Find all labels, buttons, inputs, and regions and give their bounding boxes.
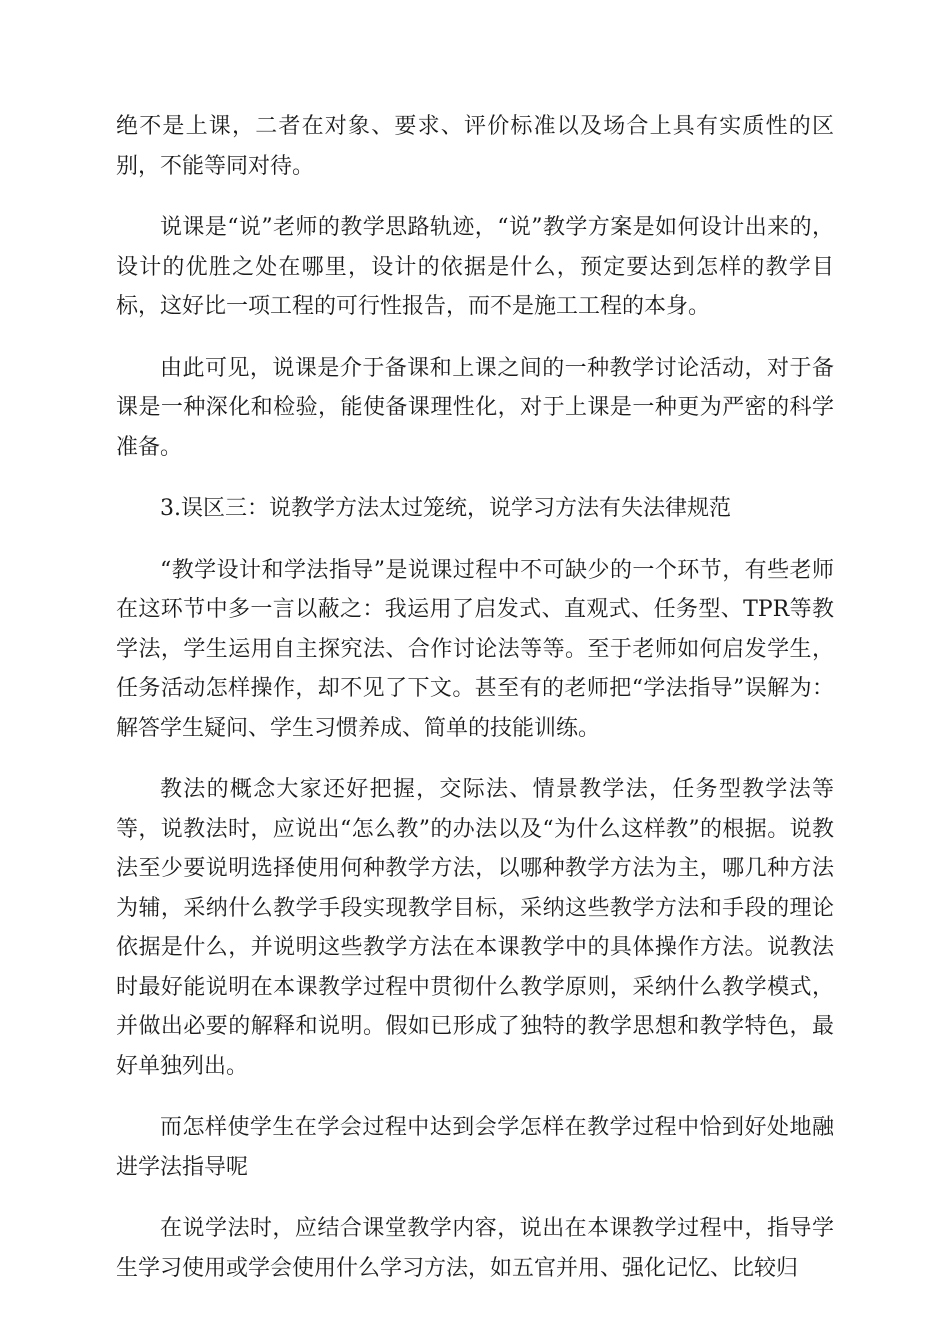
section-heading: 3.误区三：说教学方法太过笼统，说学习方法有失法律规范 xyxy=(160,496,731,521)
paragraph: 教法的概念大家还好把握，交际法、情景教学法，任务型教学法等等，说教法时，应说出“怎么教”的办法以及“为什么这样教”的根据。说教法至少要说明选择使用何种教学方法，以哪种教学方法为主，哪几种方法为辅，采纳什么教学手段实现教学目标，采纳这些教学方法和手段的理论依据是什么，并说明这些教学方法在本课教学中的具体操作方法。说教法时最好能说明在本课教学过程中贯彻什么教学原则，采纳什么教学模式，并做出必要的解释和说明。假如已形成了独特的教学思想和教学特色，最好单独列出。 xyxy=(116,777,834,1079)
document-body xyxy=(116,107,834,1310)
paragraph: 在说学法时，应结合课堂教学内容，说出在本课教学过程中，指导学生学习使用或学会使用什么学习方法，如五官并用、强化记忆、比较归 xyxy=(116,1216,834,1281)
paragraph-continued: 绝不是上课，二者在对象、要求、评价标准以及场合上具有实质性的区别，不能等同对待。 xyxy=(116,114,834,179)
paragraph: “教学设计和学法指导”是说课过程中不可缺少的一个环节，有些老师在这环节中多一言以蔽之：我运用了启发式、直观式、任务型、TPR等教学法，学生运用自主探究法、合作讨论法等等。至于老师如何启发学生，任务活动怎样操作，却不见了下文。甚至有的老师把“学法指导”误解为：解答学生疑问、学生习惯养成、简单的技能训练。 xyxy=(116,557,834,741)
paragraph: 而怎样使学生在学会过程中达到会学怎样在教学过程中恰到好处地融进学法指导呢 xyxy=(116,1115,834,1180)
paragraph: 说课是“说”老师的教学思路轨迹，“说”教学方案是如何设计出来的，设计的优胜之处在哪里，设计的依据是什么，预定要达到怎样的教学目标，这好比一项工程的可行性报告，而不是施工工程的本身。 xyxy=(116,215,834,319)
paragraph: 由此可见，说课是介于备课和上课之间的一种教学讨论活动，对于备课是一种深化和检验，能使备课理性化，对于上课是一种更为严密的科学准备。 xyxy=(116,355,834,460)
